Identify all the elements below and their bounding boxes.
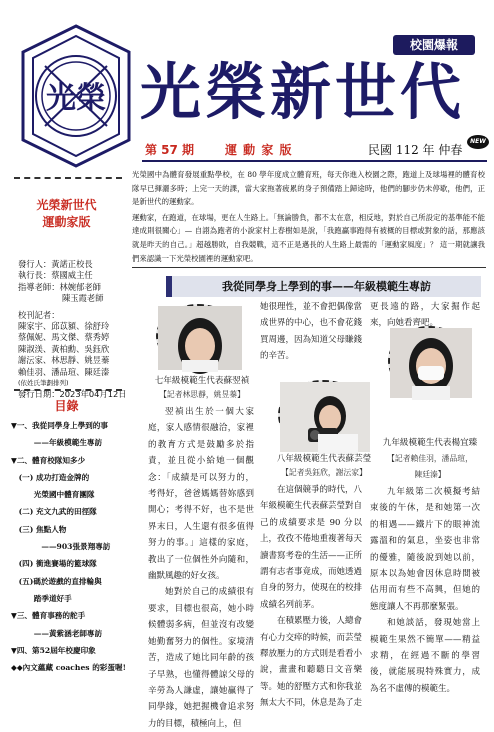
- toc-item[interactable]: ——年級模範生專訪: [11, 438, 103, 448]
- profile-credit-grade7: 【記者林思靜，姚昱蓁】: [159, 390, 245, 399]
- toc-item[interactable]: (二) 充文九武的田徑隊: [11, 507, 97, 517]
- svg-text:光榮: 光榮: [46, 81, 106, 116]
- toc-item[interactable]: ——黃紫涵老師專訪: [11, 628, 103, 638]
- staff-line: 陳淑渼、黃柏勳、吳鈺欣: [18, 343, 110, 354]
- toc-divider: [14, 389, 122, 391]
- section-badge: 校園爆報: [393, 35, 475, 55]
- paragraph: 她對於自己的成績很有要求，目標也很高，她小時候體弱多病，但並沒有改變她勤奮努力的個性。家境清苦，造成了她比同年齡的孩子早熟，也懂得體諒父母的辛勞為人謙虛，讓她贏得了同學緣，她把握機會追求努力的目標，積極向上，但: [148, 587, 254, 729]
- staff-line: 陳家宇、邱苡潁、徐舒玲: [18, 321, 110, 332]
- staff-note: (依姓氏筆劃排列): [18, 379, 69, 388]
- masthead-title: 光榮新世代: [140, 57, 466, 128]
- profile-credit-grade9: 【記者賴佳羽，潘品瑄，: [387, 454, 473, 463]
- publisher: 發行人：黃諾正校長: [18, 259, 93, 269]
- profile-name-grade7: 七年級模範生代表蘇翌禎: [154, 376, 250, 386]
- toc-item[interactable]: ——903張景翔專訪: [11, 542, 111, 552]
- school-logo: [15, 22, 137, 170]
- toc-item[interactable]: (三) 焦點人物: [11, 524, 67, 534]
- toc-item[interactable]: (五)碼於遊戲的直排輪與: [11, 576, 102, 586]
- toc-item[interactable]: ▼四、第52屆年校慶印象: [11, 645, 96, 655]
- paragraph: 她很理性，並不會把偶像當成世界的中心，也不會花錢買周邊，因為知道父母賺錢的辛苦。: [260, 302, 363, 362]
- paragraph: 翌禎出生於一個大家庭，家人感情很融洽，家裡的教育方式是鼓勵多於指責，並且從小給她一個觀念：「成績是可以努力的，考得好，爸爸媽媽替妳感到開心；考得不好，也不是世界末日，人生還有很多值得努力的事。」這樣的家庭，教出了一位個性外向隨和，幽默風趣的好女孩。: [148, 407, 254, 582]
- intro-paragraph-2: 運動家，在跑道，在球場，更在人生路上。「無論勝負，都不太在意，相反地，對於自己所設定的基準能不能達成則很關心」— 自詡為跑者的小說家村上春樹如是說，「我跑贏事跑得有被概的目標或對象的話，那應該就是昨天的自己。」超越勝敗，自我競戰，這不正是邁長的人生路上最需的「運動家風度」？ 這一期就讓我們來認識一下光榮校園裡的運動家吧。: [132, 212, 485, 263]
- issue-info: [145, 138, 486, 159]
- article-column-2: [260, 482, 362, 712]
- staff-list: [18, 259, 130, 401]
- toc-item[interactable]: ◆◆內文蘊藏 coaches 的彩蛋喔!: [11, 663, 126, 673]
- profile-credit-grade8: 【記者吳鈺欣，謝沄家】: [281, 468, 367, 477]
- intro-rule: [132, 267, 486, 268]
- advisor-2: 陳玉霞老師: [62, 293, 104, 304]
- profile-name-grade9: 九年級模範生代表楊宜臻: [382, 438, 478, 448]
- toc-item[interactable]: 光榮國中體育團隊: [11, 490, 95, 500]
- new-icon: NEW: [467, 135, 489, 149]
- advisor: 指導老師：林婉郁老師: [18, 281, 101, 292]
- article-column-3-top: [370, 299, 480, 332]
- header-rule: [142, 160, 487, 162]
- issue-theme: 運 動 家 版: [225, 143, 293, 157]
- article-column-1: [148, 404, 254, 732]
- paragraph: 和她談話，發現她當上模範生果然不簡單——精益求精，在經過不斷的學習後，就能展現特殊實力，成為名不虛傳的模範生。: [370, 618, 480, 694]
- issue-number: 第 57 期: [145, 143, 195, 157]
- student-photo-grade8: [278, 380, 368, 450]
- paragraph: 在這個競爭的時代，八年級模範生代表蘇芸瑩對自己的成績要求是 90 分以上，孜孜不倦地重複著每天讀書寫考卷的生活——正所謂有志者事竟成，而她透過自身的努力，使現在的校排成績名列前茅。: [260, 485, 363, 610]
- profile-name-grade8: 八年級模範生代表蘇芸瑩: [276, 454, 372, 464]
- paragraph: 九年級第二次模擬考結束後的午休，是和她第一次的相遇——鐵片下的眼神流露溫和的氣息，坐姿也非常的優雅，隨後說到她以前，原本以為她會因休息時間被佔用而有些不高興，但她的態度讓人不再那麼緊張。: [370, 487, 480, 612]
- toc-item[interactable]: 踏季道好手: [11, 593, 72, 603]
- toc-item[interactable]: (一) 成功打造金牌的: [11, 472, 90, 482]
- student-photo-grade7: [156, 304, 240, 368]
- staff-line: 蔡佩妮、馬文傑、蔡秀婷: [18, 332, 110, 343]
- sidebar-title: 光榮新世代: [36, 198, 97, 212]
- sidebar-divider: [14, 177, 122, 179]
- toc-title: 目錄: [54, 399, 79, 413]
- staff-label: 校刊記者：: [18, 309, 60, 320]
- intro-paragraph-1: 光榮國中為體育發展重點學校，在 80 學年度成立體育班，每天你進入校園之際，跑道上及球場裡的體育校隊早已揮灑多時；上完一天的課，當大家拖著疲累的身子預備踏上歸途時，他們的腳步仍未停歇，他們，正是新世代的運動家。: [132, 170, 485, 207]
- publish-date: 發行日期：2023年04月12日: [18, 389, 127, 400]
- paragraph: 更長遠的路，大家掘作起來，向她看齊吧。: [370, 302, 480, 329]
- profile-credit-grade9-2: 陳廷溱】: [414, 470, 446, 479]
- executive: 執行長：蔡國威主任: [18, 270, 93, 281]
- staff-line: 謝沄家、林思靜、姚昱蓁: [18, 355, 110, 366]
- intro-text: [132, 168, 485, 267]
- issue-date: 民國 112 年 仲春: [368, 143, 463, 157]
- article-banner: 我從同學身上學到的事——年級模範生專訪: [166, 276, 481, 297]
- article-column-2-top: [260, 299, 362, 365]
- student-photo-grade9: [388, 326, 470, 396]
- toc-item[interactable]: ▼二、體育校隊知多少: [11, 455, 86, 465]
- toc-item[interactable]: ▼三、體育事務的舵手: [11, 611, 86, 621]
- article-column-3: [370, 484, 480, 697]
- staff-line: 賴佳羽、潘品瑄、陳廷溱: [18, 366, 110, 377]
- toc-item[interactable]: ▼一、我從同學身上學到的事: [11, 421, 108, 430]
- table-of-contents: [11, 417, 129, 676]
- logo-lettering: [46, 81, 106, 116]
- paragraph: 在積累壓力後，人總會有心力交瘁的時候，而芸瑩釋放壓力的方式則是看看小說，畫畫和聽聽日文音樂等。她的舒壓方式和你我並無太大不同，休息是為了走: [260, 616, 363, 709]
- toc-item[interactable]: (四) 衝進賽場的籃球隊: [11, 559, 97, 569]
- sidebar-subtitle: 運動家版: [42, 215, 91, 229]
